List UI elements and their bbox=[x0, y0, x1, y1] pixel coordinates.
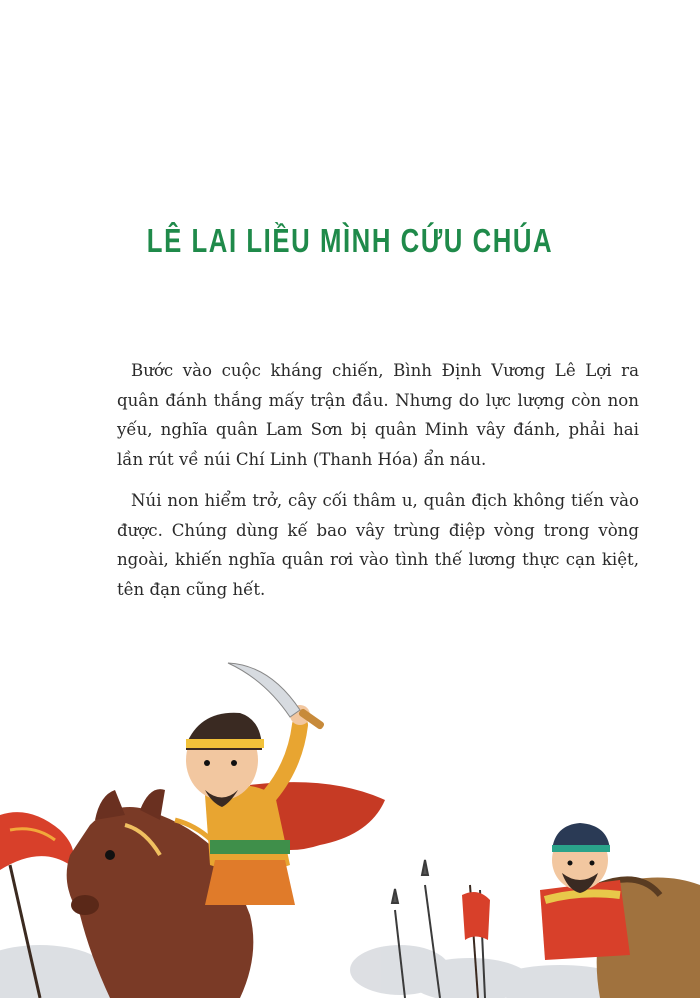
general-rider bbox=[186, 663, 385, 905]
story-text bbox=[117, 356, 639, 616]
battle-scene-illustration bbox=[0, 655, 700, 998]
paragraph-1: Bước vào cuộc kháng chiến, Bình Định Vương Lê Lợi ra quân đánh thắng mấy trận đầu. Nhưng do lực lượng còn non yếu, nghĩa quân Lam Sơn bị quân Minh vây đánh, phải hai lần rút về núi Chí Linh (Thanh Hóa) ẩn náu. bbox=[117, 361, 639, 469]
paragraph-2: Núi non hiểm trở, cây cối thâm u, quân địch không tiến vào được. Chúng dùng kế bao vây trùng điệp vòng trong vòng ngoài, khiến nghĩa quân rơi vào tình thế lương thực cạn kiệt, tên đạn cũng hết. bbox=[117, 491, 639, 599]
chapter-title: LÊ LAI LIỀU MÌNH CỨU CHÚA bbox=[146, 222, 554, 259]
